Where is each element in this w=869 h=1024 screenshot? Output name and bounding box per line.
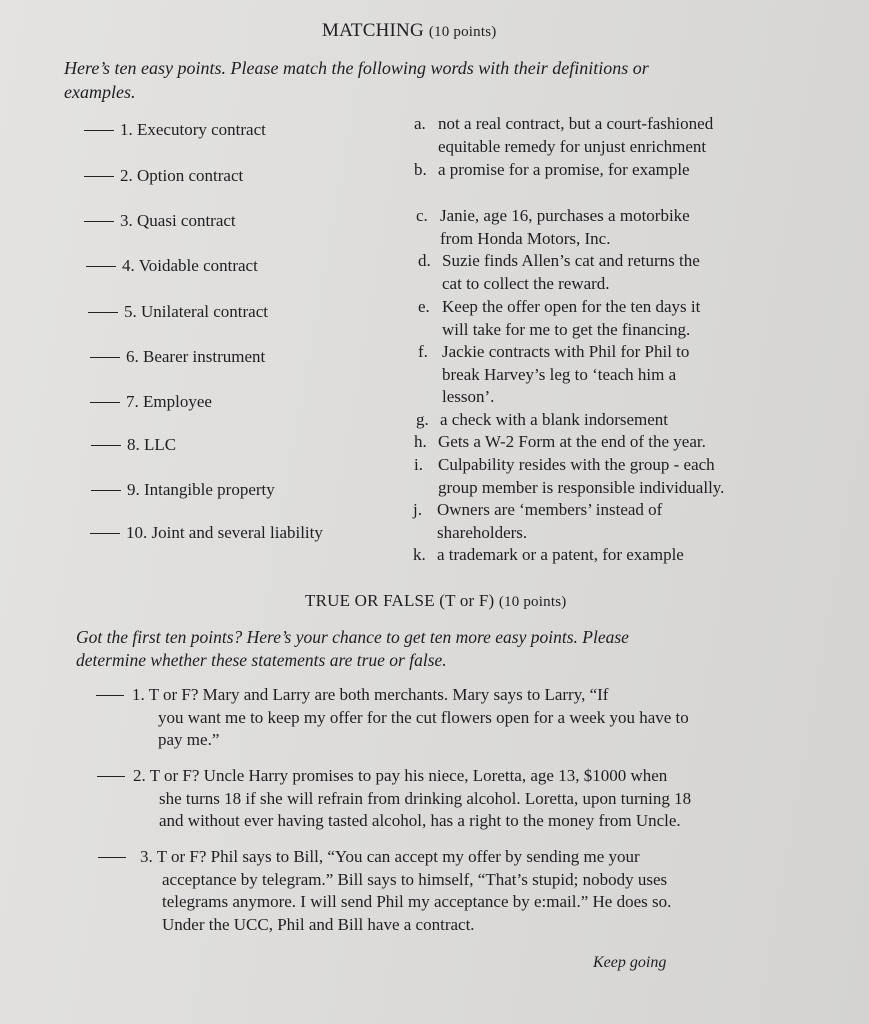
- tf-line: pay me.”: [158, 730, 220, 749]
- answer-blank[interactable]: [91, 444, 121, 446]
- tf-line: and without ever having tasted alcohol, has a right to the money from Uncle.: [159, 811, 681, 830]
- definition-item: [413, 499, 662, 544]
- term-label: 7. Employee: [126, 392, 212, 411]
- truefalse-intro-line: determine whether these statements are true or false.: [76, 650, 447, 670]
- truefalse-heading: [305, 591, 566, 611]
- definition-line: group member is responsible individually.: [438, 477, 725, 497]
- tf-item: [97, 765, 777, 833]
- term-label: 9. Intangible property: [127, 480, 275, 499]
- term-item: [86, 256, 258, 276]
- matching-intro-line: Here’s ten easy points. Please match the following words with their definitions or: [64, 58, 649, 78]
- definition-line: shareholders.: [437, 522, 528, 542]
- term-label: 6. Bearer instrument: [126, 347, 266, 366]
- term-item: [88, 302, 268, 322]
- tf-line: 2. T or F? Uncle Harry promises to pay his niece, Loretta, age 13, $1000 when: [133, 766, 668, 785]
- term-label: 10. Joint and several liability: [126, 523, 323, 542]
- definition-line: a promise for a promise, for example: [438, 160, 690, 179]
- term-item: [91, 435, 176, 455]
- definition-item: [416, 205, 690, 250]
- answer-blank[interactable]: [84, 175, 114, 177]
- definition-item: [413, 544, 684, 567]
- truefalse-intro-line: Got the first ten points? Here’s your chance to get ten more easy points. Please: [76, 627, 629, 647]
- term-item: [84, 211, 236, 231]
- definition-letter: b.: [414, 160, 427, 179]
- term-label: 8. LLC: [127, 435, 177, 454]
- matching-intro-line: examples.: [64, 82, 136, 102]
- truefalse-title: TRUE OR FALSE (T or F): [305, 591, 495, 610]
- answer-blank[interactable]: [90, 532, 120, 534]
- answer-blank[interactable]: [88, 311, 118, 313]
- tf-item: [98, 846, 778, 936]
- answer-blank[interactable]: [84, 220, 114, 222]
- truefalse-points: (10 points): [498, 594, 567, 610]
- term-item: [90, 392, 212, 412]
- term-item: [90, 523, 323, 543]
- definition-line: Owners are ‘members’ instead of: [437, 500, 663, 519]
- definition-item: [416, 409, 668, 432]
- tf-line: 1. T or F? Mary and Larry are both merchants. Mary says to Larry, “If: [132, 685, 609, 704]
- definition-letter: g.: [416, 410, 429, 429]
- answer-blank[interactable]: [97, 765, 125, 777]
- definition-letter: d.: [418, 251, 431, 270]
- definition-line: a check with a blank indorsement: [440, 410, 669, 429]
- definition-letter: a.: [414, 114, 426, 133]
- term-label: 5. Unilateral contract: [124, 302, 268, 321]
- definition-line: Janie, age 16, purchases a motorbike: [440, 206, 690, 225]
- definition-line: Culpability resides with the group - each: [438, 455, 715, 474]
- definition-letter: k.: [413, 545, 426, 564]
- definition-item: [414, 113, 713, 158]
- term-label: 3. Quasi contract: [120, 211, 236, 230]
- definition-line: break Harvey’s leg to ‘teach him a: [442, 364, 677, 384]
- answer-blank[interactable]: [84, 129, 114, 131]
- tf-line: telegrams anymore. I will send Phil my acceptance by e:mail.” He does so.: [162, 892, 672, 911]
- definition-line: lesson’.: [442, 387, 495, 406]
- answer-blank[interactable]: [91, 489, 121, 491]
- definition-item: [414, 454, 724, 499]
- matching-points: (10 points): [428, 24, 497, 40]
- definition-line: a trademark or a patent, for example: [437, 545, 684, 564]
- tf-item: [96, 684, 776, 752]
- definition-letter: f.: [418, 342, 428, 361]
- answer-blank[interactable]: [90, 356, 120, 358]
- definition-item: [414, 159, 690, 182]
- answer-blank[interactable]: [90, 401, 120, 403]
- definition-item: [418, 250, 700, 295]
- definition-item: [418, 296, 700, 341]
- definition-line: cat to collect the reward.: [442, 273, 610, 293]
- answer-blank[interactable]: [96, 684, 124, 696]
- definition-item: [414, 431, 706, 454]
- definition-line: Suzie finds Allen’s cat and returns the: [442, 251, 700, 270]
- tf-line: 3. T or F? Phil says to Bill, “You can accept my offer by sending me your: [140, 847, 640, 866]
- definition-line: Gets a W-2 Form at the end of the year.: [438, 432, 706, 451]
- definition-letter: h.: [414, 432, 427, 451]
- definition-item: [418, 341, 689, 409]
- definition-line: will take for me to get the financing.: [442, 319, 691, 339]
- definition-letter: i.: [414, 455, 423, 474]
- term-item: [90, 347, 265, 367]
- truefalse-intro: [76, 626, 629, 672]
- term-item: [84, 166, 243, 186]
- definition-line: not a real contract, but a court-fashioned: [438, 114, 714, 133]
- term-label: 2. Option contract: [120, 166, 244, 185]
- tf-line: acceptance by telegram.” Bill says to himself, “That’s stupid; nobody uses: [162, 869, 668, 889]
- answer-blank[interactable]: [86, 265, 116, 267]
- term-label: 4. Voidable contract: [122, 256, 258, 275]
- definition-line: from Honda Motors, Inc.: [440, 228, 611, 248]
- term-item: [91, 480, 275, 500]
- term-label: 1. Executory contract: [120, 120, 266, 139]
- definition-letter: c.: [416, 206, 428, 225]
- footer-note: Keep going: [593, 954, 667, 971]
- term-item: [84, 120, 266, 140]
- definition-letter: e.: [418, 297, 430, 316]
- definition-line: equitable remedy for unjust enrichment: [438, 136, 707, 156]
- definition-line: Jackie contracts with Phil for Phil to: [442, 342, 690, 361]
- definition-letter: j.: [413, 500, 422, 519]
- tf-line: you want me to keep my offer for the cut flowers open for a week you have to: [158, 707, 689, 727]
- tf-line: Under the UCC, Phil and Bill have a contract.: [162, 914, 475, 934]
- matching-title: MATCHING: [322, 20, 424, 41]
- matching-intro: [64, 56, 649, 104]
- matching-heading: [322, 20, 496, 42]
- answer-blank[interactable]: [98, 846, 126, 858]
- tf-line: she turns 18 if she will refrain from drinking alcohol. Loretta, upon turning 18: [159, 788, 692, 808]
- definition-line: Keep the offer open for the ten days it: [442, 297, 701, 316]
